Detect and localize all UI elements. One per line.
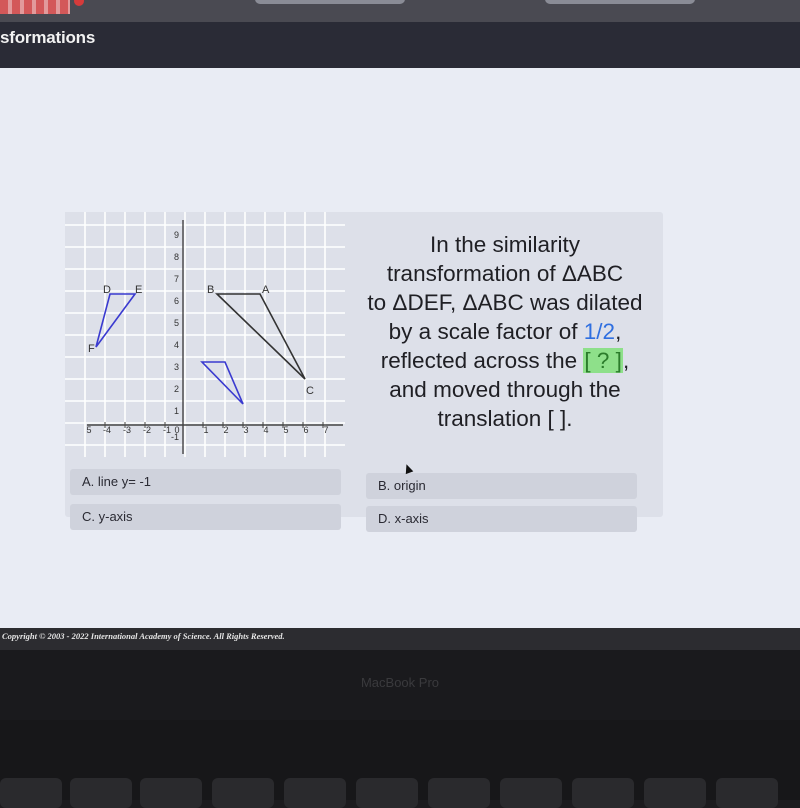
point-label-a: A [262, 284, 270, 296]
y-tick-label: 9 [173, 230, 179, 240]
y-tick-label: 6 [173, 296, 179, 306]
footer [0, 628, 800, 650]
question-line: translation [ ]. [437, 406, 573, 431]
answer-label: B. origin [378, 478, 426, 493]
x-tick-label: 6 [303, 425, 309, 435]
coordinate-graph [65, 212, 345, 462]
browser-tab[interactable] [255, 0, 405, 4]
question-text [347, 230, 663, 433]
answer-label: A. line y= -1 [82, 474, 152, 489]
answer-label: C. y-axis [82, 509, 133, 524]
x-tick-label: 4 [263, 425, 269, 435]
question-line: transformation of ΔABC [386, 261, 624, 286]
x-tick-label: -1 [162, 425, 172, 435]
y-tick-label: 4 [173, 340, 179, 350]
browser-tab[interactable] [545, 0, 695, 4]
point-label-d: D [103, 284, 111, 296]
point-label-c: C [306, 385, 314, 397]
keyboard-key [572, 778, 634, 808]
answer-option-a[interactable] [70, 469, 341, 495]
x-tick-label: 0 [174, 425, 180, 435]
x-tick-label: 7 [323, 425, 329, 435]
question-line: In the similarity [429, 232, 581, 257]
point-label-e: E [135, 284, 143, 296]
y-tick-label: -1 [170, 432, 179, 442]
answer-label: D. x-axis [378, 511, 429, 526]
app-header [0, 22, 800, 68]
question-fragment: reflected across the [380, 348, 584, 373]
favicon-strip [0, 0, 70, 14]
y-tick-label: 8 [173, 252, 179, 262]
keyboard-key [140, 778, 202, 808]
x-tick-label: -3 [122, 425, 132, 435]
scale-factor: 1/2 [583, 319, 616, 344]
y-tick-label: 2 [173, 384, 179, 394]
x-tick-label: -4 [102, 425, 112, 435]
keyboard-key [70, 778, 132, 808]
laptop-bezel [0, 650, 800, 720]
main-content [0, 68, 800, 628]
y-tick-label: 5 [173, 318, 179, 328]
x-tick-label: 2 [223, 425, 229, 435]
x-tick-label: 1 [203, 425, 209, 435]
y-tick-label: 3 [173, 362, 179, 372]
question-fragment: by a scale factor of [388, 319, 584, 344]
question-line [347, 317, 663, 346]
record-icon [74, 0, 84, 6]
page-title: sformations [0, 28, 96, 47]
x-tick-label: 5 [86, 425, 92, 435]
keyboard-key [0, 778, 62, 808]
keyboard [0, 720, 800, 800]
x-tick-label: -2 [142, 425, 152, 435]
y-tick-label: 1 [173, 406, 179, 416]
answer-option-d[interactable] [366, 506, 637, 532]
laptop-brand-label: MacBook Pro [360, 675, 440, 690]
answer-blank: [ ? ] [584, 348, 622, 373]
point-label-b: B [207, 284, 215, 296]
x-tick-label: 5 [283, 425, 289, 435]
keyboard-key [644, 778, 706, 808]
question-line: to ΔDEF, ΔABC was dilated [367, 290, 643, 315]
keyboard-key [212, 778, 274, 808]
question-line [347, 346, 663, 375]
keyboard-key [500, 778, 562, 808]
x-tick-label: 3 [243, 425, 249, 435]
keyboard-key [716, 778, 778, 808]
browser-top-bar [0, 0, 800, 22]
question-fragment: , [615, 319, 622, 344]
keyboard-key [356, 778, 418, 808]
question-fragment: , [622, 348, 630, 373]
keyboard-key [428, 778, 490, 808]
answer-option-b[interactable] [366, 473, 637, 499]
question-line: and moved through the [389, 377, 621, 402]
copyright-text: Copyright © 2003 - 2022 International Academy of Science. All Rights Reserved. [2, 631, 285, 641]
keyboard-key [284, 778, 346, 808]
answer-option-c[interactable] [70, 504, 341, 530]
point-label-f: F [88, 343, 95, 355]
y-tick-label: 7 [173, 274, 179, 284]
